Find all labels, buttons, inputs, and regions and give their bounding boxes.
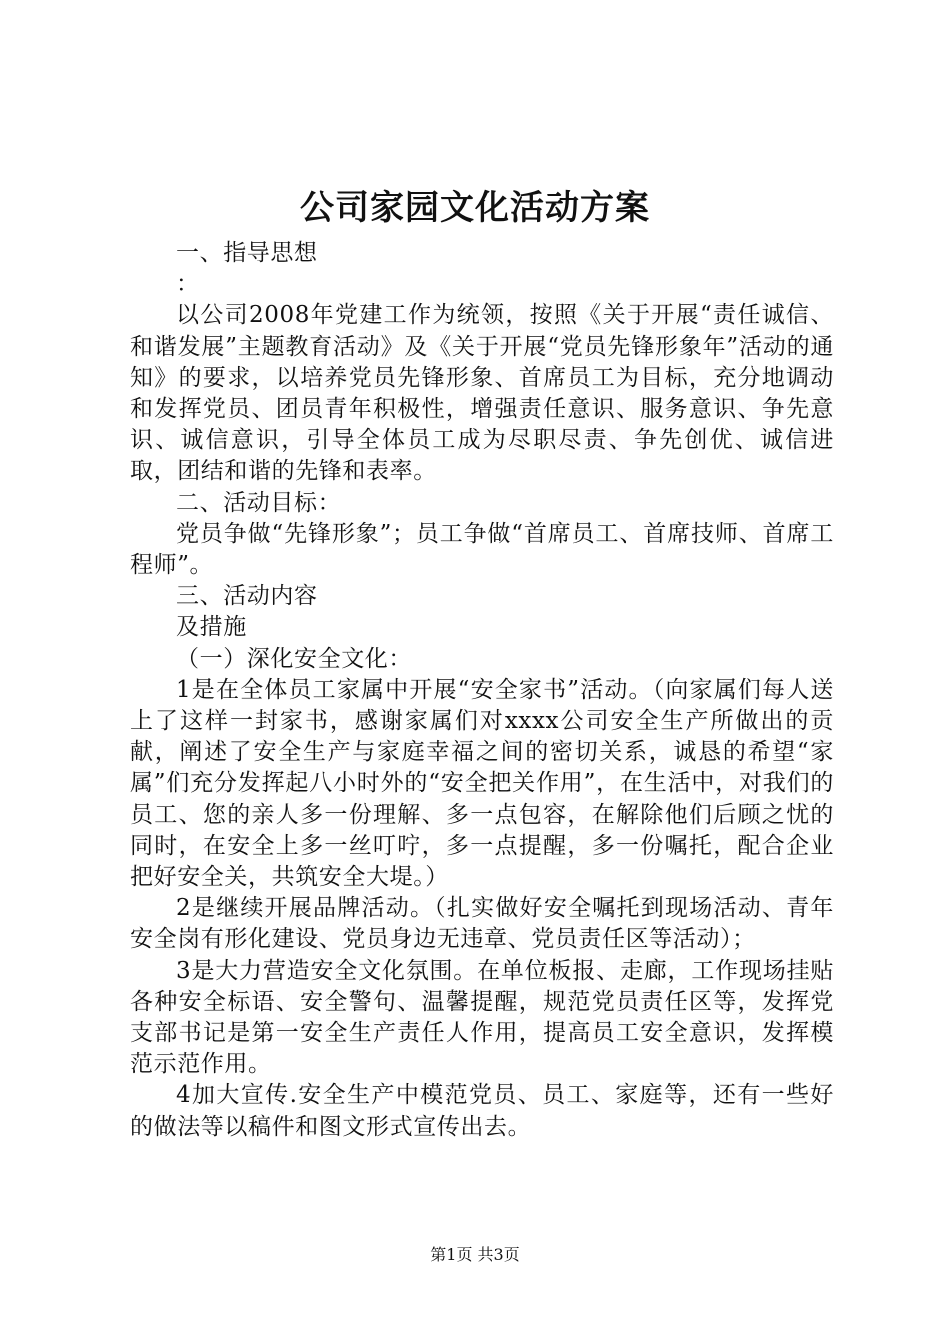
heading-activity-content: 三、活动内容 xyxy=(176,583,318,610)
heading-activity-goals: 二、活动目标： xyxy=(176,489,342,516)
document-title: 公司家园文化活动方案 xyxy=(300,188,650,228)
heading-guiding-ideology: 一、指导思想 xyxy=(176,240,318,266)
document-body xyxy=(130,238,834,1143)
paragraph-item-1: 1是在全体员工家属中开展“安全家书”活动。（向家属们每人送上了这样一封家书，感谢家属们对xxxx公司安全生产所做出的贡献，阐述了安全生产与家庭幸福之间的密切关系，诚恳的希望“家属”们充分发挥起八小时外的“安全把关作用”，在生活中，对我们的员工、您的亲人多一份理解、多一点包容，在解除他们后顾之忧的同时，在安全上多一丝叮咛，多一点提醒，多一份嘱托，配合企业把好安全关，共筑安全大堤。） xyxy=(130,676,834,891)
paragraph-guiding-ideology: 以公司2008年党建工作为统领，按照《关于开展“责任诚信、和谐发展”主题教育活动》及《关于开展“党员先锋形象年”活动的通知》的要求，以培养党员先锋形象、首席员工为目标，充分地调动和发挥党员、团员青年积极性，增强责任意识、服务意识、争先意识、诚信意识，引导全体员工成为尽职尽责、争先创优、诚信进取，团结和谐的先锋和表率。 xyxy=(130,302,834,485)
heading-activity-measures: 及措施 xyxy=(176,614,247,641)
paragraph-item-3: 3是大力营造安全文化氛围。在单位板报、走廊，工作现场挂贴各种安全标语、安全警句、温馨提醒，规范党员责任区等，发挥党支部书记是第一安全生产责任人作用，提高员工安全意识，发挥模范示范作用。 xyxy=(130,957,834,1078)
paragraph-item-4: 4加大宣传.安全生产中模范党员、员工、家庭等，还有一些好的做法等以稿件和图文形式宣传出去。 xyxy=(130,1082,834,1140)
subheading-safety-culture: （一）深化安全文化： xyxy=(176,645,412,672)
page-footer: 第1页 共3页 xyxy=(430,1245,520,1264)
colon-line: ： xyxy=(176,271,200,298)
paragraph-activity-goals: 党员争做“先锋形象”；员工争做“首席员工、首席技师、首席工程师”。 xyxy=(130,520,834,579)
paragraph-item-2: 2是继续开展品牌活动。（扎实做好安全嘱托到现场活动、青年安全岗有形化建设、党员身边无违章、党员责任区等活动）； xyxy=(130,895,834,953)
